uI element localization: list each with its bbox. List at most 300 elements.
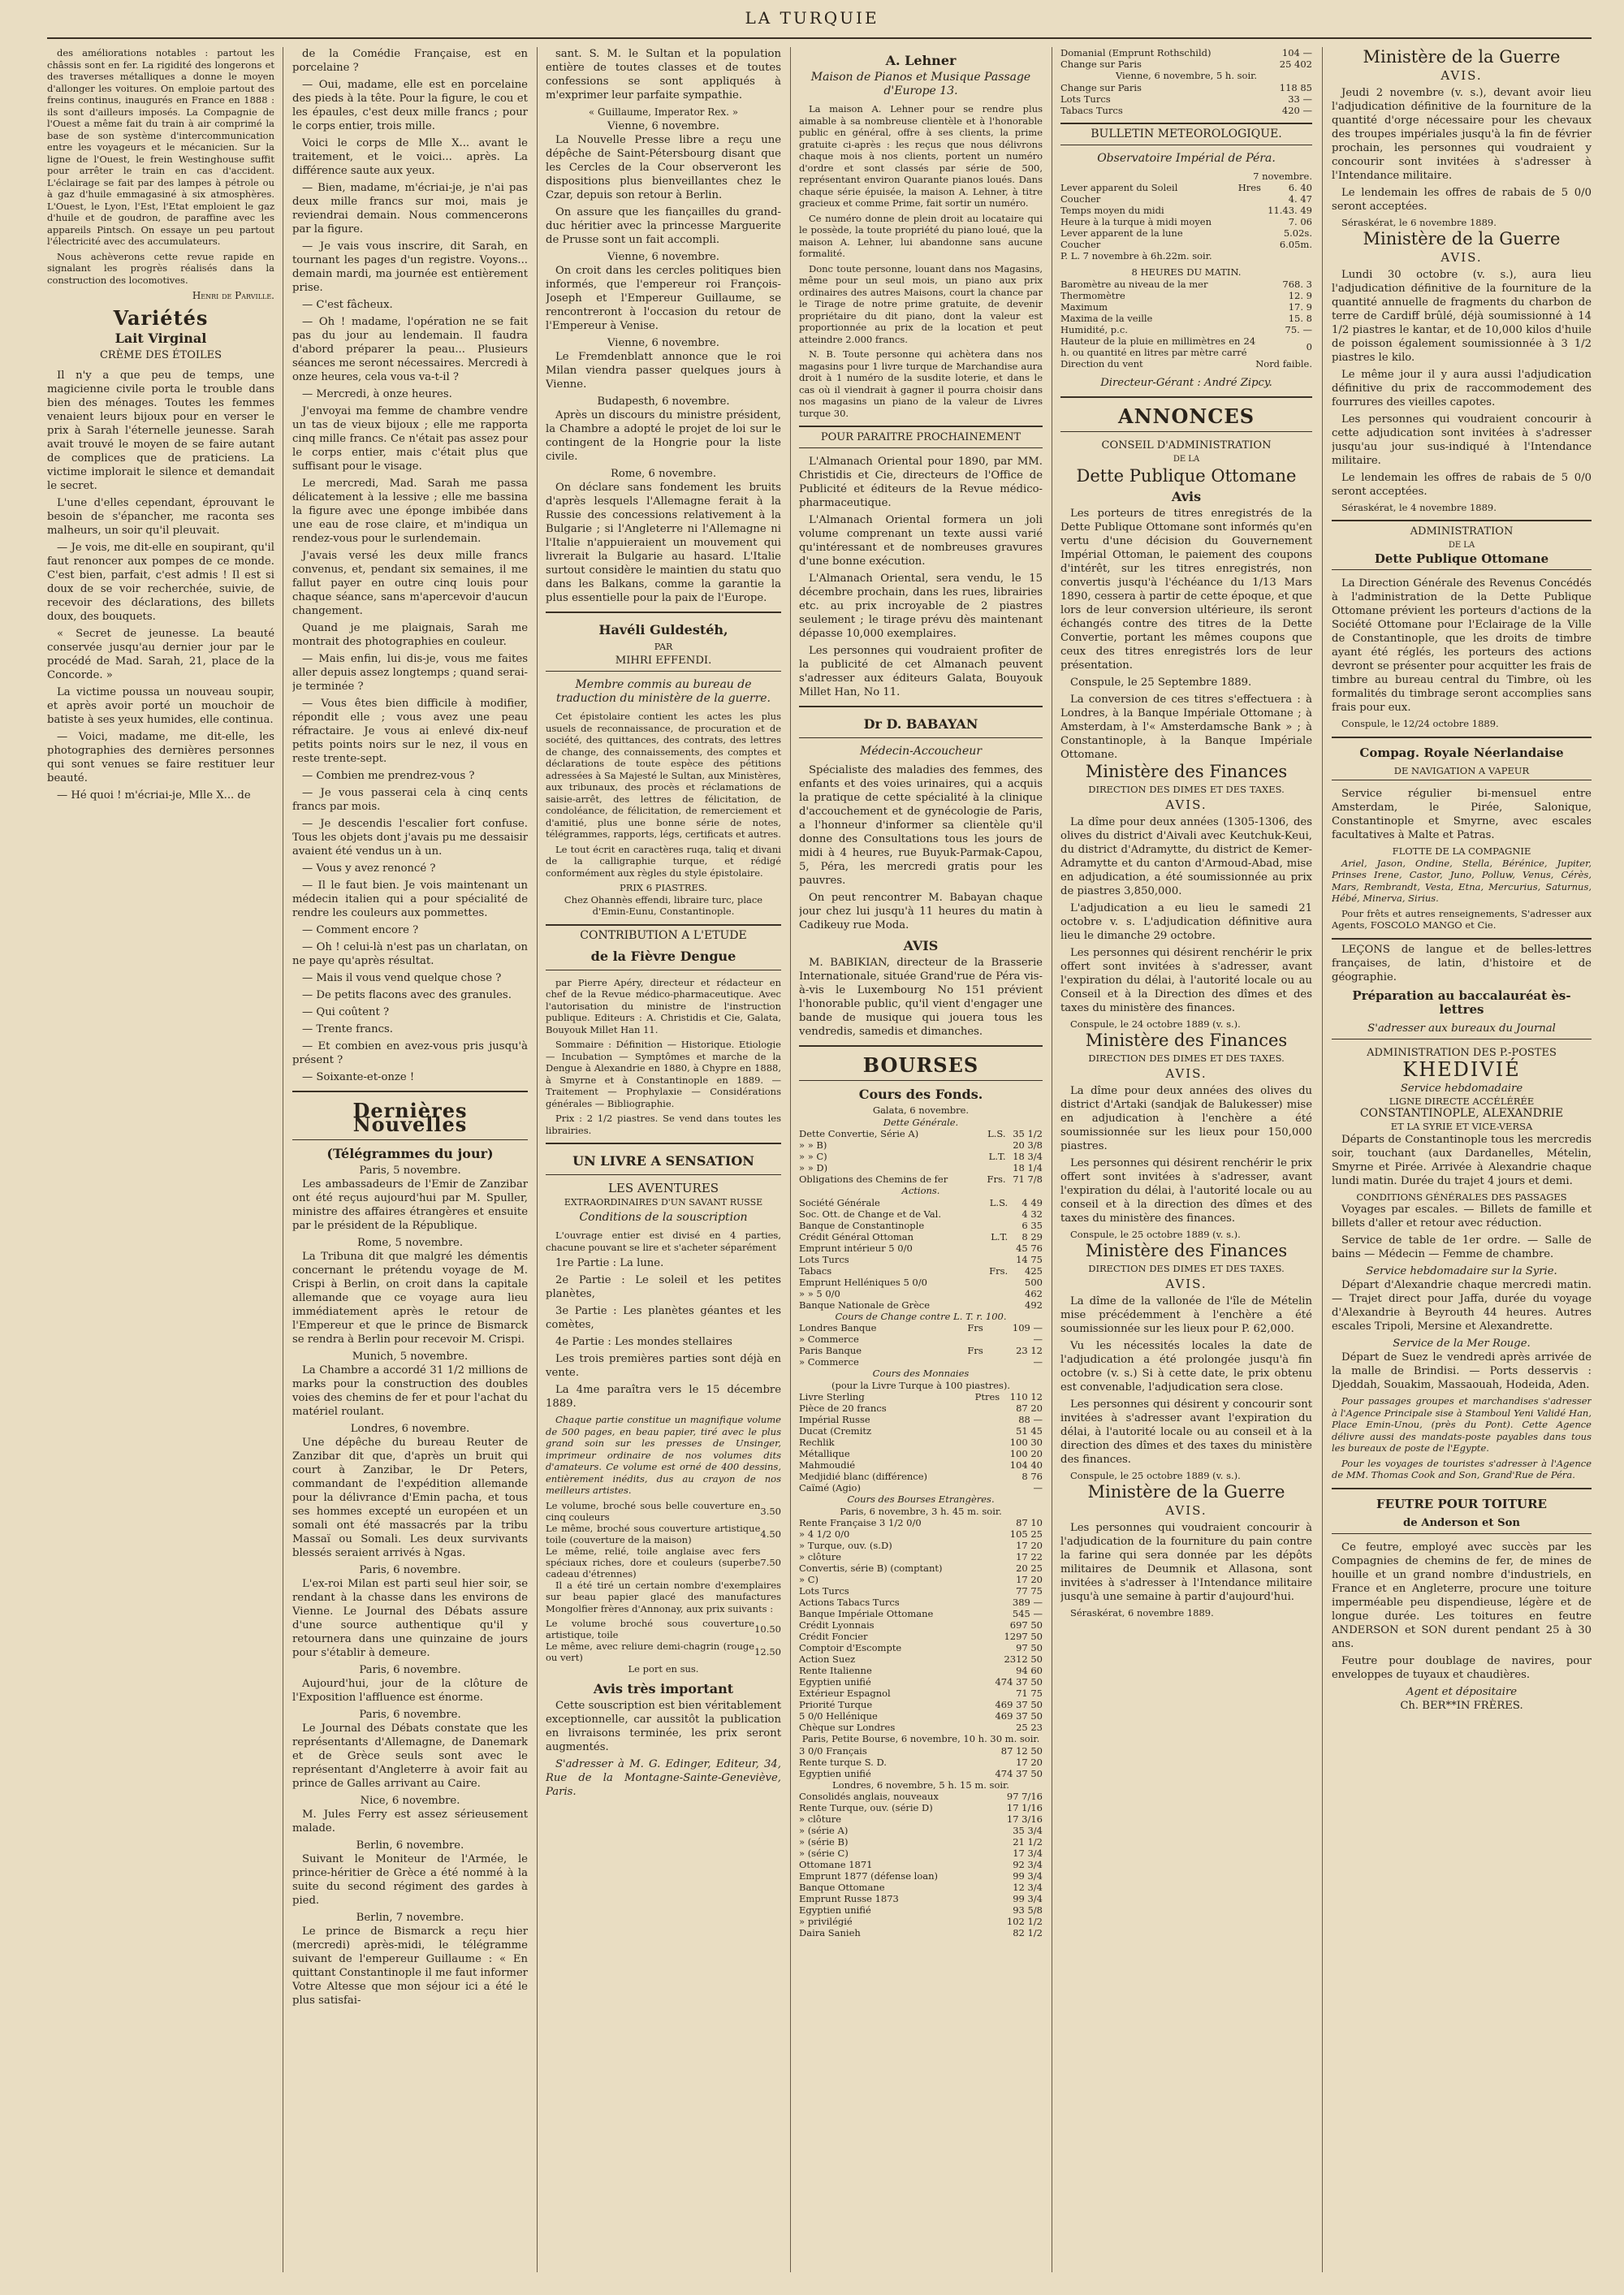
quote-row bbox=[1060, 82, 1312, 93]
quote-value: 6. 40 bbox=[1288, 182, 1312, 193]
story-text: — Qui coûtent ? bbox=[302, 1006, 390, 1018]
dateline: Paris, 6 novembre. bbox=[359, 1709, 461, 1721]
news-text: La Nouvelle Presse libre a reçu une dépêche de Saint-Pétersbourg disant que les Cercles de la Cour observeront les dispositions plus bienveillantes chez le Czar, depuis son retour à Berlin. bbox=[546, 134, 781, 201]
quote-table bbox=[799, 1517, 1043, 1733]
quote-label: Banque Ottomane bbox=[799, 1882, 885, 1893]
quote-label: » » B) bbox=[799, 1139, 827, 1151]
quote-row bbox=[1060, 301, 1312, 313]
quote-row bbox=[799, 1254, 1043, 1265]
quote-value: 100 30 bbox=[1009, 1437, 1043, 1448]
story-text: — C'est fâcheux. bbox=[302, 299, 393, 311]
weather-table bbox=[1060, 279, 1312, 370]
quote-unit: Frs. bbox=[989, 1264, 1009, 1277]
quote-table bbox=[799, 1128, 1043, 1185]
quote-value: 20 3/8 bbox=[1013, 1139, 1043, 1151]
quote-row bbox=[799, 1551, 1043, 1562]
quote-value: 25 23 bbox=[1016, 1722, 1043, 1733]
section-title: Dernières Nouvelles bbox=[352, 1099, 468, 1136]
quote-label: Consolidés anglais, nouveaux bbox=[799, 1791, 939, 1802]
quote-value: 23 12 bbox=[1016, 1345, 1043, 1356]
quote-row bbox=[799, 1333, 1043, 1345]
notice-text: Les personnes qui voudraient concourir à l'adjudication de la fourniture du pain contre la farine qui sera donnée par les dépôts militaires de Deumnik et Allasona, sont invitées à s'adresser à l'Intendance militaire jusqu'à une semaine à partir d'aujourd'hui. bbox=[1060, 1521, 1312, 1603]
notice-text: Jeudi 2 novembre (v. s.), devant avoir lieu l'adjudication définitive de la fourniture de la quantité d'orge nécessaire pour les chevaux des troupes impériales jusqu'à la fin de février prochain, les personnes qui voudraient y concourir sont invitées à s'adresser à l'Intendance militaire. bbox=[1332, 87, 1592, 182]
ad-subtitle: ET LA SYRIE ET VICE-VERSA bbox=[1390, 1121, 1533, 1132]
quote-value: 5.02s. bbox=[1283, 227, 1312, 239]
quote-row bbox=[799, 1448, 1043, 1459]
story-text: — Voici, madame, me dit-elle, les photographies des dernières personnes qui sont venues se faire restituer leur beauté. bbox=[47, 731, 274, 784]
part-item: 1re Partie : La lune. bbox=[555, 1257, 664, 1269]
quote-value: 18 3/4 bbox=[1013, 1151, 1043, 1162]
quote-row bbox=[1060, 250, 1312, 261]
quote-unit: Frs. bbox=[987, 1173, 1006, 1185]
quote-label: » » C) bbox=[799, 1151, 827, 1162]
quote-unit: L.T. bbox=[988, 1151, 1006, 1162]
news-text: Le Fremdenblatt annonce que le roi Milan viendra passer quelques jours à Vienne. bbox=[546, 351, 781, 391]
quote-label: » Commerce bbox=[799, 1333, 859, 1345]
quote-value: 88 — bbox=[1018, 1414, 1043, 1425]
ad-text: Chez Ohannès effendi, libraire turc, place d'Emin-Eunu, Constantinople. bbox=[564, 893, 763, 917]
news-text: Le Journal des Débats constate que les représentants d'Allemagne, de Danemark et de Grèce seuls sont avec le représentant d'Angleterre à avoir fait au prince de Galles arrivant au Caire. bbox=[292, 1722, 528, 1790]
quote-label: » C) bbox=[799, 1574, 818, 1585]
quote-unit bbox=[983, 1162, 1005, 1173]
quote-label: Domanial (Emprunt Rothschild) bbox=[1060, 47, 1212, 58]
quote-label: P. L. 7 novembre à 6h.22m. soir. bbox=[1060, 250, 1212, 261]
quote-value: — bbox=[1033, 1356, 1043, 1368]
quote-row bbox=[799, 1642, 1043, 1653]
ad-text: Le tout écrit en caractères ruqa, taliq et divani de la calligraphie turque, et rédigé conformément aux règles du style épistolaire. bbox=[546, 843, 781, 879]
price-value: 7.50 bbox=[760, 1556, 781, 1568]
quote-unit bbox=[1234, 193, 1260, 205]
ad-text: Pour les voyages de touristes s'adresser à l'Agence de MM. Thomas Cook and Son, Grand'Rue de Péra. bbox=[1332, 1457, 1592, 1480]
quote-value: 97 50 bbox=[1016, 1642, 1043, 1653]
section-title: BULLETIN METEOROLOGIQUE. bbox=[1091, 127, 1282, 140]
price-value: 3.50 bbox=[760, 1505, 781, 1517]
quote-value: 94 60 bbox=[1016, 1665, 1043, 1676]
ad-text: Il a été tiré un certain nombre d'exemplaires sur beau papier glacé des manufactures Mongolfier frères d'Annonay, aux prix suivants : bbox=[546, 1579, 781, 1614]
quote-row bbox=[799, 1916, 1043, 1927]
quote-value: 17. 9 bbox=[1288, 300, 1312, 313]
notice-date: Conspule, le 12/24 octobre 1889. bbox=[1341, 718, 1499, 729]
news-text: On assure que les fiançailles du grand-duc héritier avec la princesse Marguerite de Prusse sont un fait accompli. bbox=[546, 206, 781, 246]
ad-text: La 4me paraîtra vers le 15 décembre 1889. bbox=[546, 1384, 781, 1410]
notice-title: Ministère de la Guerre bbox=[1363, 47, 1561, 67]
quote-label: » Turque, ouv. (s.D) bbox=[799, 1540, 892, 1551]
quote-table bbox=[799, 1745, 1043, 1779]
ad-title: KHEDIVIÉ bbox=[1402, 1057, 1521, 1081]
quote-value: 87 12 50 bbox=[1000, 1744, 1043, 1757]
ad-title: Avis très important bbox=[593, 1680, 734, 1696]
ad-text: Pour frêts et autres renseignements, S'adresser aux Agents, FOSCOLO MANGO et Cie. bbox=[1332, 907, 1592, 931]
quote-value: 4 49 bbox=[1021, 1196, 1043, 1208]
story-text: de la Comédie Française, est en porcelaine ? bbox=[292, 48, 528, 74]
quote-label: Actions Tabacs Turcs bbox=[799, 1597, 900, 1608]
quote-row bbox=[799, 1859, 1043, 1870]
quote-value: 99 3/4 bbox=[1013, 1893, 1043, 1904]
ad-text: Agent et dépositaire bbox=[1406, 1685, 1518, 1698]
news-text: On déclare sans fondement les bruits d'après lesquels l'Allemagne ferait à la Russie des concessions relativement à la Bulgarie ; si l'Angleterre ni l'Allemagne ni l'Italie n'appuieraient un mouvement qui livrerait la Bulgarie au hasard. L'Italie surtout considère le maintien du statu quo dans les Balkans, comme la garantie la plus essentielle pour la paix de l'Europe. bbox=[546, 482, 781, 604]
notice-avis: AVIS. bbox=[1440, 249, 1483, 265]
quote-unit bbox=[983, 1254, 1008, 1265]
quote-label: Humidité, p.c. bbox=[1060, 323, 1128, 335]
signature: « Guillaume, Imperator Rex. » bbox=[588, 106, 739, 118]
quote-value: 45 76 bbox=[1016, 1242, 1043, 1254]
quote-row bbox=[799, 1813, 1043, 1825]
quote-label: Change sur Paris bbox=[1060, 81, 1142, 93]
quote-table bbox=[799, 1197, 1043, 1311]
quote-unit: L.T. bbox=[991, 1230, 1009, 1243]
quote-row bbox=[799, 1517, 1043, 1528]
quote-row bbox=[1060, 47, 1312, 58]
notice-date: Conspule, le 25 octobre 1889 (v. s.). bbox=[1070, 1229, 1241, 1240]
dateline: Paris, 6 novembre. bbox=[359, 1664, 461, 1676]
quote-row bbox=[799, 1619, 1043, 1631]
article-text: des améliorations notables : partout les châssis sont en fer. La rigidité des longerons et des traverses métalliques a donne le moyen d'allonger les voitures. On emploie partout des freins continus, inaugurés en France en 1888 : ils sont d'ailleurs imposés. La Compagnie de l'Ouest a même fait du train à air comprimé la base de son système d'intercommunication entre les voyageurs et le mécanicien. Sur la ligne de l'Ouest, le frein Westinghouse suffit pour arrêter le train en cas d'accident. L'éclairage se fait par des lampes à pétrole ou à gaz d'huile emmagasiné à six atmosphères. L'Ouest, le Lyon, l'Est, l'Etat emploient le gaz d'huile et de goudron, de paraffine avec les appareils Pintsch. On essaye un peu partout l'électricité avec des accumulateurs. bbox=[47, 47, 274, 247]
quote-row bbox=[799, 1425, 1043, 1437]
quote-row bbox=[799, 1710, 1043, 1722]
quote-label: Tabacs bbox=[799, 1264, 832, 1277]
signature: Henri de Parville. bbox=[192, 290, 274, 301]
notice-title: Ministère des Finances bbox=[1085, 1240, 1288, 1260]
quote-unit: L.S. bbox=[989, 1196, 1009, 1208]
quote-row bbox=[799, 1757, 1043, 1768]
dateline: Rome, 6 novembre. bbox=[610, 468, 717, 480]
quote-row bbox=[799, 1459, 1043, 1471]
table-heading: Dette Générale. bbox=[883, 1116, 959, 1128]
quote-label: » (série B) bbox=[799, 1836, 849, 1848]
quote-row bbox=[1060, 182, 1312, 193]
quote-label: Lots Turcs bbox=[799, 1585, 849, 1597]
ad-title: Havéli Guldestéh, bbox=[598, 622, 728, 638]
story-text: — Vous êtes bien difficile à modifier, répondit elle ; vous avez une peau réfractaire. Je vous ai enlevé dix-neuf petits points noirs sur le nez, il vous en reste trente-sept. bbox=[292, 698, 528, 765]
story-text: — Oui, madame, elle est en porcelaine des pieds à la tête. Pour la figure, le cou et les épaules, c'est deux mille francs ; pour le corps entier, trois mille. bbox=[292, 79, 528, 132]
dateline: Paris, 5 novembre. bbox=[359, 1165, 461, 1177]
quote-value: 17 3/4 bbox=[1013, 1848, 1043, 1859]
story-text: — Je vais vous inscrire, dit Sarah, en tournant les pages d'un registre. Voyons... demain mardi, ma journée est entièrement prise. bbox=[292, 240, 528, 294]
ad-text: Service régulier bi-mensuel entre Amsterdam, le Pirée, Salonique, Constantinople et Smyrne, avec escales facultatives à Malte et Patras. bbox=[1332, 788, 1592, 841]
quote-row bbox=[799, 1243, 1043, 1254]
quote-value: 18 1/4 bbox=[1013, 1162, 1043, 1173]
ad-text: M. BABIKIAN, directeur de la Brasserie Internationale, située Grand'rue de Péra vis-à-vis le Luxembourg No 151 prévient l'honorable public, qu'il vient d'engager une bande de musique qui jouera tous les vendredis, samedis et dimanches. bbox=[799, 957, 1043, 1038]
ad-title: POUR PARAITRE PROCHAINEMENT bbox=[820, 431, 1021, 443]
quote-table bbox=[799, 1791, 1043, 1938]
story-text: — Vous y avez renoncé ? bbox=[302, 862, 436, 875]
story-text: Quand je me plaignais, Sarah me montrait des photographies en couleur. bbox=[292, 622, 528, 648]
quote-row bbox=[799, 1904, 1043, 1916]
quote-value: 109 — bbox=[1012, 1322, 1043, 1333]
quote-label: Egyptien unifié bbox=[799, 1904, 871, 1916]
dateline: Berlin, 7 novembre. bbox=[356, 1912, 464, 1924]
quote-row bbox=[799, 1299, 1043, 1311]
notice-heading: DIRECTION DES DIMES ET DES TAXES. bbox=[1088, 783, 1285, 795]
ad-text: par Pierre Apéry, directeur et rédacteur en chef de la Revue médico-pharmaceutique. Avec l'autorisation du ministre de l'instruction publique. Editeurs : A. Christidis et Cie, Galata, Bouyouk Millet Han 11. bbox=[546, 976, 781, 1035]
quote-value: 104 — bbox=[1281, 47, 1312, 58]
quote-label: Crédit Foncier bbox=[799, 1631, 868, 1642]
notice-text: Le même jour il y aura aussi l'adjudication définitive du prix de raccommodement des fourrures des vieilles capotes. bbox=[1332, 368, 1592, 408]
quote-value: 75. — bbox=[1285, 323, 1312, 335]
quote-value: — bbox=[1033, 1333, 1043, 1345]
quote-label: Medjidié blanc (différence) bbox=[799, 1471, 928, 1482]
notice-avis: AVIS. bbox=[1440, 68, 1483, 83]
quote-label: » Commerce bbox=[799, 1356, 859, 1368]
table-heading: Cours des Bourses Etrangères. bbox=[847, 1493, 995, 1505]
dateline: Vienne, 6 novembre. bbox=[607, 337, 719, 349]
quote-label: Mahmoudié bbox=[799, 1459, 856, 1471]
ad-text: Ce feutre, employé avec succès par les Compagnies de chemins de fer, de mines de houille et un grand nombre d'industriels, en France et en Angleterre, procure une toiture imperméable peu dispendieuse, légère et de longue durée. Les toitures en feutre ANDERSON et SON durent pendant 25 à 30 ans. bbox=[1332, 1541, 1592, 1650]
ad-subtitle: Médecin-Accoucheur bbox=[859, 745, 983, 758]
notice-text: Le lendemain les offres de rabais de 5 0/0 seront acceptées. bbox=[1332, 471, 1592, 498]
dateline: Munich, 5 novembre. bbox=[352, 1351, 469, 1363]
quote-label: » (série A) bbox=[799, 1825, 849, 1836]
quote-unit bbox=[967, 1471, 1000, 1482]
news-text: Le prince de Bismarck a reçu hier (mercredi) après-midi, le télégramme suivant de l'empereur Guillaume : « En quittant Constantinople il me faut informer Votre Altesse que mon séjour ici a été le plus satisfai- bbox=[292, 1925, 528, 2007]
news-text: M. Jules Ferry est assez sérieusement malade. bbox=[292, 1809, 528, 1835]
ad-text: N. B. Toute personne qui achètera dans nos magasins pour 1 livre turque de Marchandise aura droit à 1 numéro de la susdite loterie, et dans le cas où il viendrait à gagner il pourra choisir dans nos magasins un piano de la valeur de Livres turque 30. bbox=[799, 348, 1043, 419]
ad-author: MIHRI EFFENDI. bbox=[615, 655, 712, 667]
story-subtitle: CRÈME DES ÉTOILES bbox=[99, 349, 222, 361]
quote-row bbox=[799, 1322, 1043, 1333]
quote-row bbox=[799, 1471, 1043, 1482]
quote-row bbox=[799, 1631, 1043, 1642]
ad-title: Préparation au baccalauréat ès-lettres bbox=[1352, 988, 1571, 1017]
column-5 bbox=[1060, 47, 1312, 2272]
quote-value: 425 bbox=[1025, 1264, 1043, 1277]
dateline: Budapesth, 6 novembre. bbox=[597, 395, 730, 408]
news-text: Les ambassadeurs de l'Emir de Zanzibar ont été reçus aujourd'hui par M. Spuller, ministre des affaires étrangères et ensuite par le président de la République. bbox=[292, 1178, 528, 1232]
price-label: Le même, avec reliure demi-chagrin (rouge ou vert) bbox=[546, 1640, 755, 1663]
column-4 bbox=[799, 47, 1043, 2272]
quote-label: Banque Nationale de Grèce bbox=[799, 1299, 931, 1311]
quote-label: Soc. Ott. de Change et de Val. bbox=[799, 1208, 941, 1220]
story-text: — Combien me prendrez-vous ? bbox=[302, 770, 475, 782]
quote-row bbox=[1060, 105, 1312, 116]
quote-row bbox=[799, 1574, 1043, 1585]
notice-avis: Avis bbox=[1171, 488, 1202, 504]
quote-value: 35 3/4 bbox=[1013, 1825, 1043, 1836]
price-value: 12.50 bbox=[754, 1646, 781, 1658]
story-text: Le mercredi, Mad. Sarah me passa délicatement à la lessive ; elle me bassina la figure avec une éponge imbibée dans une eau de rose claire, et m'indiqua un rendez-vous pour le surlendemain. bbox=[292, 478, 528, 545]
ad-text: Départs de Constantinople tous les mercredis soir, touchant (aux Dardanelles, Mételin, Smyrne et Pirée. Arrivée à Alexandrie chaque lundi matin. Durée du trajet 4 jours et demi. bbox=[1332, 1133, 1592, 1187]
notice-avis: AVIS. bbox=[1165, 1502, 1207, 1518]
notice-text: Les personnes qui désirent y concourir sont invitées à s'adresser avant l'expiration du délai, à l'autorité locale ou au conseil et à la direction des dîmes et des taxes du ministère des finances. bbox=[1060, 1398, 1312, 1466]
story-text: — Mais enfin, lui dis-je, vous me faites aller depuis assez longtemps ; quand serai-je terminée ? bbox=[292, 653, 528, 693]
notice-heading: DE LA bbox=[1448, 541, 1475, 550]
quote-value: 4 32 bbox=[1021, 1208, 1043, 1220]
ad-title: A. Lehner bbox=[885, 53, 957, 68]
quote-label: Tabacs Turcs bbox=[1060, 104, 1123, 116]
ad-text: Cette souscription est bien véritablement exceptionnelle, car aussitôt la publication en livraisons terminée, les prix seront augmentés. bbox=[546, 1699, 781, 1753]
quote-label: Daira Sanieh bbox=[799, 1927, 861, 1938]
quote-row bbox=[799, 1265, 1043, 1277]
quote-unit bbox=[967, 1402, 1000, 1414]
story-text: — Et combien en avez-vous pris jusqu'à présent ? bbox=[292, 1040, 528, 1066]
ad-subtitle: Maison de Pianos et Musique Passage d'Europe 13. bbox=[810, 71, 1031, 97]
quote-row bbox=[1060, 324, 1312, 335]
quote-unit bbox=[952, 1356, 983, 1368]
quote-row bbox=[799, 1437, 1043, 1448]
quote-table bbox=[1060, 47, 1312, 70]
story-text: — Je descendis l'escalier fort confuse. Tous les objets dont j'avais pu me dessaisir avaient été vendus un à un. bbox=[292, 818, 528, 858]
quote-row bbox=[1060, 313, 1312, 324]
part-item: 3e Partie : Les planètes géantes et les comètes, bbox=[546, 1305, 781, 1331]
quote-unit bbox=[983, 1139, 1005, 1151]
quote-value: 35 1/2 bbox=[1013, 1128, 1043, 1139]
ad-title: de la Fièvre Dengue bbox=[590, 948, 736, 964]
editor-line: Directeur-Gérant : André Zipcy. bbox=[1100, 376, 1272, 389]
quote-label: Egyptien unifié bbox=[799, 1676, 871, 1688]
quote-label: Ottomane 1871 bbox=[799, 1859, 873, 1870]
quote-value: 71 75 bbox=[1016, 1688, 1043, 1699]
dateline: Vienne, 6 novembre. bbox=[607, 251, 719, 263]
quote-value: 102 1/2 bbox=[1006, 1916, 1043, 1927]
ad-heading: Service de la Mer Rouge. bbox=[1393, 1338, 1531, 1350]
notice-title: Dette Publique Ottomane bbox=[1076, 465, 1297, 486]
quote-label: Banque Impériale Ottomane bbox=[799, 1608, 934, 1619]
column-2 bbox=[292, 47, 528, 2272]
notice-text: La dîme pour deux années des olives du district d'Artaki (sandjak de Balukesser) mise en adjudication à l'enchère a été soumissionnée sur les lieux pour 150,000 piastres. bbox=[1060, 1085, 1312, 1152]
quote-label: » clôture bbox=[799, 1551, 842, 1562]
ad-title: UN LIVRE A SENSATION bbox=[572, 1153, 754, 1169]
quote-label: Lever apparent de la lune bbox=[1060, 227, 1183, 239]
notice-title: Ministère des Finances bbox=[1085, 761, 1288, 781]
notice-heading: CONSEIL D'ADMINISTRATION bbox=[1101, 439, 1272, 452]
quote-label: Egyptien unifié bbox=[799, 1767, 871, 1779]
quote-unit: L.S. bbox=[987, 1128, 1006, 1139]
quote-unit: Ptres bbox=[974, 1391, 1000, 1402]
quote-row bbox=[799, 1802, 1043, 1813]
quote-row bbox=[1060, 279, 1312, 290]
quote-label: Heure à la turque à midi moyen bbox=[1060, 216, 1212, 227]
price-label: Le même, relié, toile anglaise avec fers spéciaux riches, dore et couleurs (superbe cadeau d'étrennes) bbox=[546, 1545, 761, 1580]
ad-text: PAR bbox=[654, 642, 673, 652]
article-text: Nous achèverons cette revue rapide en signalant les progrès réalisés dans la construction des locomotives. bbox=[47, 250, 274, 286]
quote-row bbox=[799, 1745, 1043, 1757]
ad-subtitle: Service hebdomadaire bbox=[1400, 1082, 1523, 1095]
quote-row bbox=[799, 1893, 1043, 1904]
quote-value: 110 12 bbox=[1009, 1391, 1043, 1402]
quote-row bbox=[799, 1722, 1043, 1733]
quote-value: 15. 8 bbox=[1288, 312, 1312, 324]
quote-value: 77 75 bbox=[1016, 1585, 1043, 1597]
quote-label: Obligations des Chemins de fer bbox=[799, 1173, 948, 1185]
quote-row bbox=[799, 1402, 1043, 1414]
quote-row bbox=[799, 1482, 1043, 1493]
ad-title: CONTRIBUTION A L'ETUDE bbox=[580, 928, 747, 942]
quote-value: 104 40 bbox=[1009, 1459, 1043, 1471]
quote-table bbox=[1060, 82, 1312, 116]
quote-value: 500 bbox=[1025, 1276, 1043, 1288]
quote-unit bbox=[983, 1243, 1008, 1254]
story-text: J'avais versé les deux mille francs convenus, et, pendant six semaines, il me fallut payer en outre cinq louis pour chaque séance, sans m'apercevoir d'aucun changement. bbox=[292, 550, 528, 617]
quote-label: Priorité Turque bbox=[799, 1699, 873, 1710]
quote-label: Emprunt Helléniques 5 0/0 bbox=[799, 1276, 927, 1288]
quote-label: Coucher bbox=[1060, 239, 1101, 250]
quote-row bbox=[799, 1128, 1043, 1139]
quote-value: 492 bbox=[1025, 1299, 1043, 1311]
quote-value: 697 50 bbox=[1009, 1619, 1043, 1631]
notice-title: Ministère des Finances bbox=[1085, 1030, 1288, 1050]
quote-label: 5 0/0 Hellénique bbox=[799, 1710, 878, 1722]
quote-unit bbox=[967, 1459, 1000, 1471]
quote-value: 33 — bbox=[1288, 93, 1312, 105]
quote-row bbox=[799, 1836, 1043, 1848]
quote-unit: Hres bbox=[1237, 182, 1261, 193]
quote-label: Pièce de 20 francs bbox=[799, 1402, 887, 1414]
section-title: BOURSES bbox=[862, 1053, 979, 1077]
section-title: Variétés bbox=[113, 306, 209, 330]
ad-text: L'Almanach Oriental formera un joli volume comprenant un texte aussi varié qu'intéressant et de nombreuses gravures d'une bonne exécution. bbox=[799, 514, 1043, 568]
quote-row bbox=[799, 1345, 1043, 1356]
quote-value: 4. 47 bbox=[1288, 193, 1312, 205]
quote-row bbox=[799, 1414, 1043, 1425]
quote-unit bbox=[983, 1277, 1008, 1288]
ad-text: LEÇONS de langue et de belles-lettres françaises, de latin, d'histoire et de géographie. bbox=[1332, 943, 1592, 983]
ad-text: La maison A. Lehner pour se rendre plus aimable à sa nombreuse clientèle et à l'honorable public en général, offre à ses clients, la prime gratuite ci-après : les reçus que nous délivrons chaque mois à nos clients, portent un numéro d'ordre et sont classés par série de 500, représentant environ Quarante pianos loués. Dans chaque série épuisée, la maison A. Lehner, à titre gracieux et comme Prime, fait sortir un numéro. bbox=[799, 103, 1043, 209]
quote-label: Impérial Russe bbox=[799, 1414, 870, 1425]
notice-title: Ministère de la Guerre bbox=[1363, 228, 1561, 249]
dateline: Rome, 5 novembre. bbox=[356, 1237, 464, 1249]
quote-value: 93 5/8 bbox=[1013, 1904, 1043, 1916]
notice-text: Lundi 30 octobre (v. s.), aura lieu l'adjudication définitive de la fourniture de la quantité annuelle de fragments du charbon de terre de Cardiff brûlé, déjà soumissionné à 14 1/2 piastres le kantar, et de 10,000 kilos d'huile de poisson également soumissionnée à 3 1/2 piastres le kilo. bbox=[1332, 268, 1592, 364]
ad-subtitle: EXTRAORDINAIRES D'UN SAVANT RUSSE bbox=[564, 1197, 763, 1208]
ad-subtitle: LIGNE DIRECTE ACCÉLÉRÉE bbox=[1389, 1095, 1535, 1107]
quote-value: 474 37 50 bbox=[995, 1676, 1043, 1688]
quote-label: » clôture bbox=[799, 1813, 842, 1825]
story-text: — Hé quoi ! m'écriai-je, Mlle X... de bbox=[57, 789, 251, 802]
story-text: J'envoyai ma femme de chambre vendre un tas de vieux bijoux ; elle me rapporta cinq mille francs. Ce n'était pas assez pour le corps entier, mais c'était plus que suffisant pour le visage. bbox=[292, 405, 528, 473]
quote-value: 11.43. 49 bbox=[1268, 205, 1312, 216]
dateline: Paris, 6 novembre. bbox=[359, 1564, 461, 1576]
quote-unit: Frs bbox=[967, 1322, 983, 1333]
ad-text: Ch. BER**IN FRÈRES. bbox=[1400, 1699, 1523, 1712]
quote-row bbox=[799, 1825, 1043, 1836]
quote-value: 20 25 bbox=[1016, 1562, 1043, 1574]
dateline: Berlin, 6 novembre. bbox=[356, 1839, 464, 1852]
story-text: — Oh ! madame, l'opération ne se fait pas du jour au lendemain. Il faudra d'abord préparer la peau... Plusieurs séances me seront nécessaires. Mercredi à onze heures, cela vous va-t-il ? bbox=[292, 316, 528, 383]
quote-row bbox=[1060, 239, 1312, 250]
quote-value: 17 20 bbox=[1016, 1756, 1043, 1768]
notice-date: Séraskérat, 6 novembre 1889. bbox=[1070, 1606, 1214, 1619]
quote-value: 420 — bbox=[1281, 104, 1312, 116]
quote-row bbox=[799, 1768, 1043, 1779]
quote-value: 12. 9 bbox=[1288, 289, 1312, 301]
quote-unit bbox=[983, 1220, 1008, 1231]
story-text: Voici le corps de Mlle X... avant le traitement, et le voici... après. La différence saute aux yeux. bbox=[292, 137, 528, 177]
ad-title: Compag. Royale Néerlandaise bbox=[1359, 745, 1564, 760]
quote-row bbox=[799, 1197, 1043, 1208]
quote-label: Temps moyen du midi bbox=[1060, 205, 1164, 216]
quote-row bbox=[799, 1699, 1043, 1710]
ad-title: FEUTRE POUR TOITURE bbox=[1376, 1496, 1547, 1511]
quote-row bbox=[799, 1585, 1043, 1597]
quote-unit bbox=[1234, 250, 1260, 261]
quote-label: Société Générale bbox=[799, 1196, 880, 1208]
ad-text: Ce numéro donne de plein droit au locataire qui le possède, la toute propriété du piano loué, que la maison A. Lehner, lui abandonne sans aucune formalité. bbox=[799, 212, 1043, 259]
quote-row bbox=[799, 1665, 1043, 1676]
quote-row bbox=[799, 1528, 1043, 1540]
dateline: Paris, 6 novembre, 3 h. 45 m. soir. bbox=[840, 1505, 1002, 1517]
quote-label: Crédit Général Ottoman bbox=[799, 1230, 914, 1243]
quote-row bbox=[799, 1562, 1043, 1574]
notice-text: Les personnes qui désirent renchérir le prix offert sont invitées à s'adresser, avant l'expiration du délai, à l'autorité locale ou au conseil et à la direction des dîmes et des taxes du ministère des finances. bbox=[1060, 1157, 1312, 1225]
quote-label: Rechlik bbox=[799, 1437, 835, 1448]
quote-value: 17 20 bbox=[1016, 1540, 1043, 1551]
price-table bbox=[546, 1500, 781, 1580]
news-text: On croit dans les cercles politiques bien informés, que l'empereur roi François-Joseph et l'Empereur Guillaume, se rencontreront à l'occasion du retour de l'Empereur à Venise. bbox=[546, 265, 781, 332]
notice-title: Dette Publique Ottomane bbox=[1374, 551, 1549, 566]
story-text: — Mais il vous vend quelque chose ? bbox=[302, 972, 502, 984]
quote-unit bbox=[983, 1299, 1008, 1311]
quote-table bbox=[799, 1322, 1043, 1368]
